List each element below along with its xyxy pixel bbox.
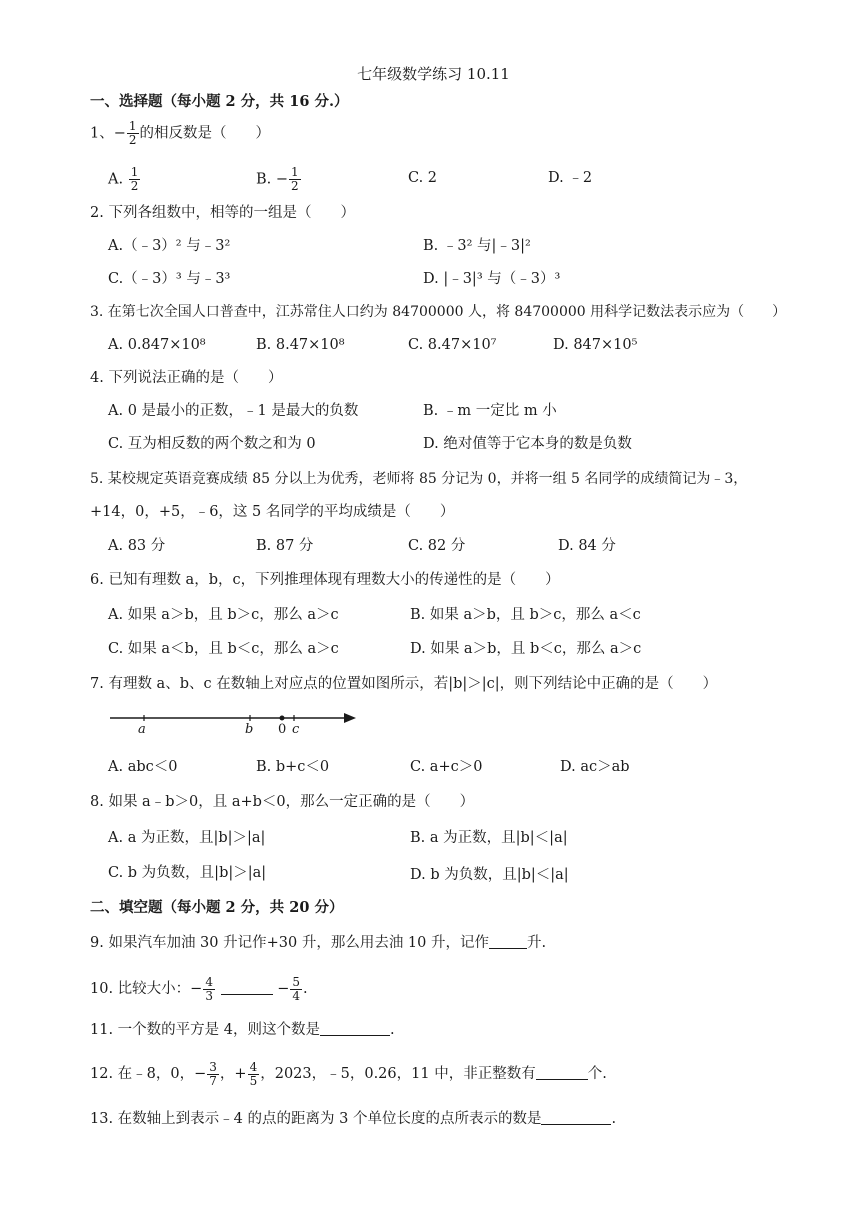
q5-option-d: D. 84 分 [558,538,616,554]
q6-option-d: D. 如果 a＞b，且 b＜c，那么 a＞c [410,641,642,657]
q3-option-a: A. 0.847×10⁸ [108,337,206,353]
section-fill-heading: 二、填空题（每小题 2 分，共 20 分） [90,899,344,916]
q12-unit: 个. [587,1066,607,1082]
q1-b-fraction [289,166,301,193]
q11-answer-blank[interactable] [320,1021,390,1036]
question-7: 7. 有理数 a、b、c 在数轴上对应点的位置如图所示，若|b|＞|c|，则下列结论中正确的是（ ） [90,676,718,692]
question-4: 4. 下列说法正确的是（ ） [90,370,283,386]
q2-option-b: B. ﹣3² 与|﹣3|² [423,238,531,254]
question-3: 3. 在第七次全国人口普查中，江苏常住人口约为 84700000 人，将 84700000 用科学记数法表示应为（ ） [90,304,787,320]
q10-answer-blank[interactable] [221,980,273,995]
q7-option-c: C. a+c＞0 [410,759,483,775]
question-6: 6. 已知有理数 a，b，c，下列推理体现有理数大小的传递性的是（ ） [90,572,560,588]
q1-num: 1 [128,119,137,133]
q7-option-a: A. abc＜0 [108,759,178,775]
q7-option-d: D. ac＞ab [560,759,630,775]
q10-fraction-2 [290,976,302,1003]
q10-stem: 10. 比较大小： [90,981,191,997]
q1-b-label: B. [256,171,272,188]
q10-f2-sign: − [277,981,290,997]
q1-b-den: 2 [291,179,299,193]
q10-f1-sign: − [190,981,203,997]
q1-stem: 的相反数是（ ） [139,125,271,142]
q2-option-c: C.（﹣3）³ 与﹣3³ [108,271,231,287]
question-8: 8. 如果 a﹣b＞0，且 a+b＜0，那么一定正确的是（ ） [90,794,475,810]
q1-a-fraction [129,166,141,193]
q5-option-c: C. 82 分 [408,538,466,554]
q12-f1-num: 3 [209,1059,217,1074]
section-choice-heading: 一、选择题（每小题 2 分，共 16 分.） [90,93,349,110]
q3-option-b: B. 8.47×10⁸ [256,337,345,353]
q6-option-a: A. 如果 a＞b，且 b＞c，那么 a＞c [108,607,339,623]
q10-f1-num: 4 [205,974,213,989]
q10-fraction-1 [203,976,215,1003]
q6-option-c: C. 如果 a＜b，且 b＜c，那么 a＞c [108,641,339,657]
q9-stem: 9. 如果汽车加油 30 升记作+30 升，那么用去油 10 升，记作 [90,935,489,951]
q4-option-d: D. 绝对值等于它本身的数是负数 [423,436,632,452]
q3-option-d: D. 847×10⁵ [553,337,638,353]
q1-sign: − [113,125,126,142]
q4-option-a: A. 0 是最小的正数，﹣1 是最大的负数 [108,403,359,419]
q12-f1-den: 7 [209,1073,217,1088]
q1-option-d: D. ﹣2 [548,170,593,186]
q1-number: 1、 [90,125,114,142]
page-title: 七年级数学练习 10.11 [357,65,510,83]
q2-option-d: D. |﹣3|³ 与（﹣3）³ [423,271,561,287]
q12-fraction-1 [207,1061,219,1088]
q1-a-den: 2 [130,179,139,193]
q3-option-c: C. 8.47×10⁷ [408,337,497,353]
q12-answer-blank[interactable] [536,1065,588,1080]
q1-den: 2 [128,133,137,147]
label-b: b [245,722,254,737]
question-5-line-2: +14，0，+5，﹣6，这 5 名同学的平均成绩是（ ） [90,504,455,520]
q8-option-b: B. a 为正数，且|b|＜|a| [410,830,568,846]
question-9 [90,933,546,953]
q1-fraction [127,120,139,147]
question-10 [90,973,308,1005]
q1-a-num: 1 [130,165,139,179]
question-12 [90,1058,607,1090]
origin-dot [280,716,285,721]
q7-option-b: B. b+c＜0 [256,759,330,775]
q12-fraction-2 [248,1061,260,1088]
label-c: c [292,722,300,737]
arrow-head-icon [344,713,356,723]
q1-b-num: 1 [291,165,299,179]
q6-option-b: B. 如果 a＞b，且 b＞c，那么 a＜c [410,607,641,623]
question-1 [90,120,270,147]
q4-option-b: B. ﹣m 一定比 m 小 [423,403,557,419]
q9-answer-blank[interactable] [489,934,527,949]
q11-stem: 11. 一个数的平方是 4，则这个数是 [90,1022,321,1038]
q10-f2-num: 5 [292,974,300,989]
q5-option-a: A. 83 分 [108,538,166,554]
q10-f1-den: 3 [205,988,213,1003]
q1-a-label: A. [108,171,124,188]
q2-option-a: A.（﹣3）² 与﹣3² [108,238,231,254]
q12-stem: 12. 在﹣8，0， [90,1066,195,1082]
q11-period: . [390,1022,395,1038]
q13-stem: 13. 在数轴上到表示﹣4 的点的距离为 3 个单位长度的点所表示的数是 [90,1111,542,1127]
q10-period: . [302,981,308,997]
q13-period: . [611,1111,617,1127]
q12-separator: ，+ [219,1066,247,1082]
number-line-figure [108,702,368,742]
q13-answer-blank[interactable] [541,1110,611,1125]
q1-option-b [256,166,302,193]
question-13 [90,1109,616,1129]
question-5-line-1: 5. 某校规定英语竞赛成绩 85 分以上为优秀，老师将 85 分记为 0，并将一组 5 名同学的成绩简记为﹣3， [90,471,748,487]
q5-option-b: B. 87 分 [256,538,314,554]
q12-f2-num: 4 [249,1059,258,1074]
q1-option-c: C. 2 [408,170,438,186]
q1-b-sign: − [275,171,289,188]
q12-f1-sign: − [194,1066,207,1082]
number-line-axis [108,706,368,728]
q9-unit: 升. [527,935,547,951]
label-a: a [138,722,146,737]
q12-f2-den: 5 [249,1073,258,1088]
q8-option-a: A. a 为正数，且|b|＞|a| [108,830,266,846]
question-11 [90,1020,395,1040]
q8-option-d: D. b 为负数，且|b|＜|a| [410,867,569,883]
question-2: 2. 下列各组数中，相等的一组是（ ） [90,205,355,221]
q8-option-c: C. b 为负数，且|b|＞|a| [108,865,267,881]
label-zero: 0 [278,722,287,737]
q4-option-c: C. 互为相反数的两个数之和为 0 [108,436,316,452]
q10-f2-den: 4 [292,988,300,1003]
q1-option-a [108,166,141,193]
q12-stem-rest: ，2023，﹣5，0.26，11 中，非正整数有 [260,1066,536,1082]
